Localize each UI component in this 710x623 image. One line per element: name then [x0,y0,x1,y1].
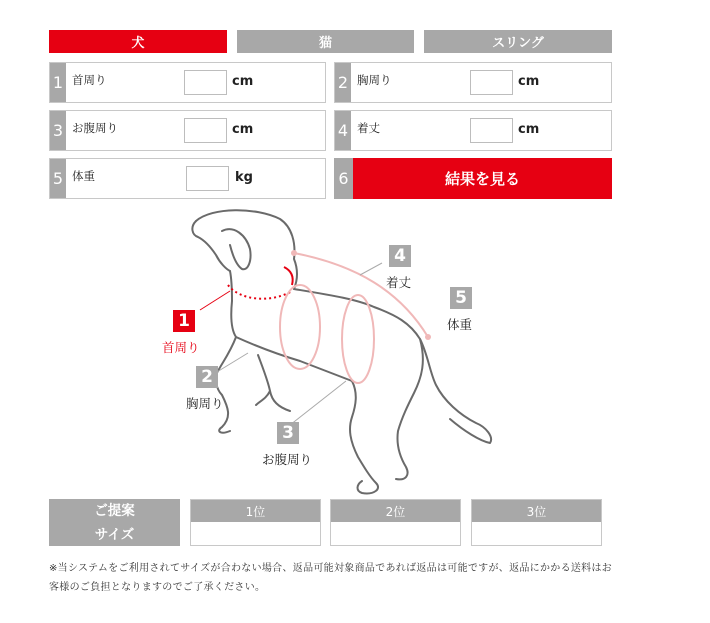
length-input[interactable] [470,118,513,143]
belly-input[interactable] [184,118,227,143]
callout-label-chest: 胸周り [186,396,224,411]
field-unit: cm [232,122,254,137]
chest-input[interactable] [470,70,513,95]
rank-3-label: 3位 [472,500,601,522]
callout-badge-length: 4 [389,245,411,267]
callout-label-length: 着丈 [386,275,412,290]
rank-3-cell [471,499,602,546]
suggested-size-heading [49,499,180,546]
callout-label-weight: 体重 [447,317,473,332]
field-chest [334,62,612,103]
field-label: 胸周り [357,73,392,87]
field-number: 1 [50,63,66,102]
field-unit: cm [518,74,540,89]
callout-badge-belly: 3 [277,422,299,444]
callout-badge-neck: 1 [173,310,195,332]
field-number: 5 [50,159,66,198]
field-unit: cm [232,74,254,89]
rank-2-cell [330,499,461,546]
field-unit: cm [518,122,540,137]
field-weight [49,158,326,199]
tab-dog[interactable]: 犬 [49,30,227,53]
tab-sling[interactable]: スリング [424,30,612,53]
suggested-size-title-line2: サイズ [94,526,135,543]
field-label: 体重 [72,169,95,183]
field-unit: kg [235,170,253,185]
dog-measurement-illustration [160,205,520,500]
callout-badge-weight: 5 [450,287,472,309]
callout-label-belly: お腹周り [262,452,313,467]
result-number: 6 [334,158,353,199]
rank-1-label: 1位 [191,500,320,522]
show-result-button[interactable]: 結果を見る [353,158,612,199]
field-length [334,110,612,151]
callout-badge-chest: 2 [196,366,218,388]
suggested-size-title-line1: ご提案 [94,502,135,519]
disclaimer-note: ※当システムをご利用されてサイズが合わない場合、返品可能対象商品であれば返品は可能ですが、返品にかかる送料はお客様のご負担となりますのでご了承ください。 [49,563,613,593]
field-neck [49,62,326,103]
rank-2-label: 2位 [331,500,460,522]
tab-cat[interactable]: 猫 [237,30,414,53]
weight-input[interactable] [186,166,229,191]
field-number: 4 [335,111,351,150]
field-number: 3 [50,111,66,150]
neck-input[interactable] [184,70,227,95]
field-label: お腹周り [72,121,118,135]
field-belly [49,110,326,151]
field-label: 着丈 [357,121,380,135]
callout-label-neck: 首周り [162,340,200,355]
field-label: 首周り [72,73,107,87]
rank-1-cell [190,499,321,546]
field-number: 2 [335,63,351,102]
